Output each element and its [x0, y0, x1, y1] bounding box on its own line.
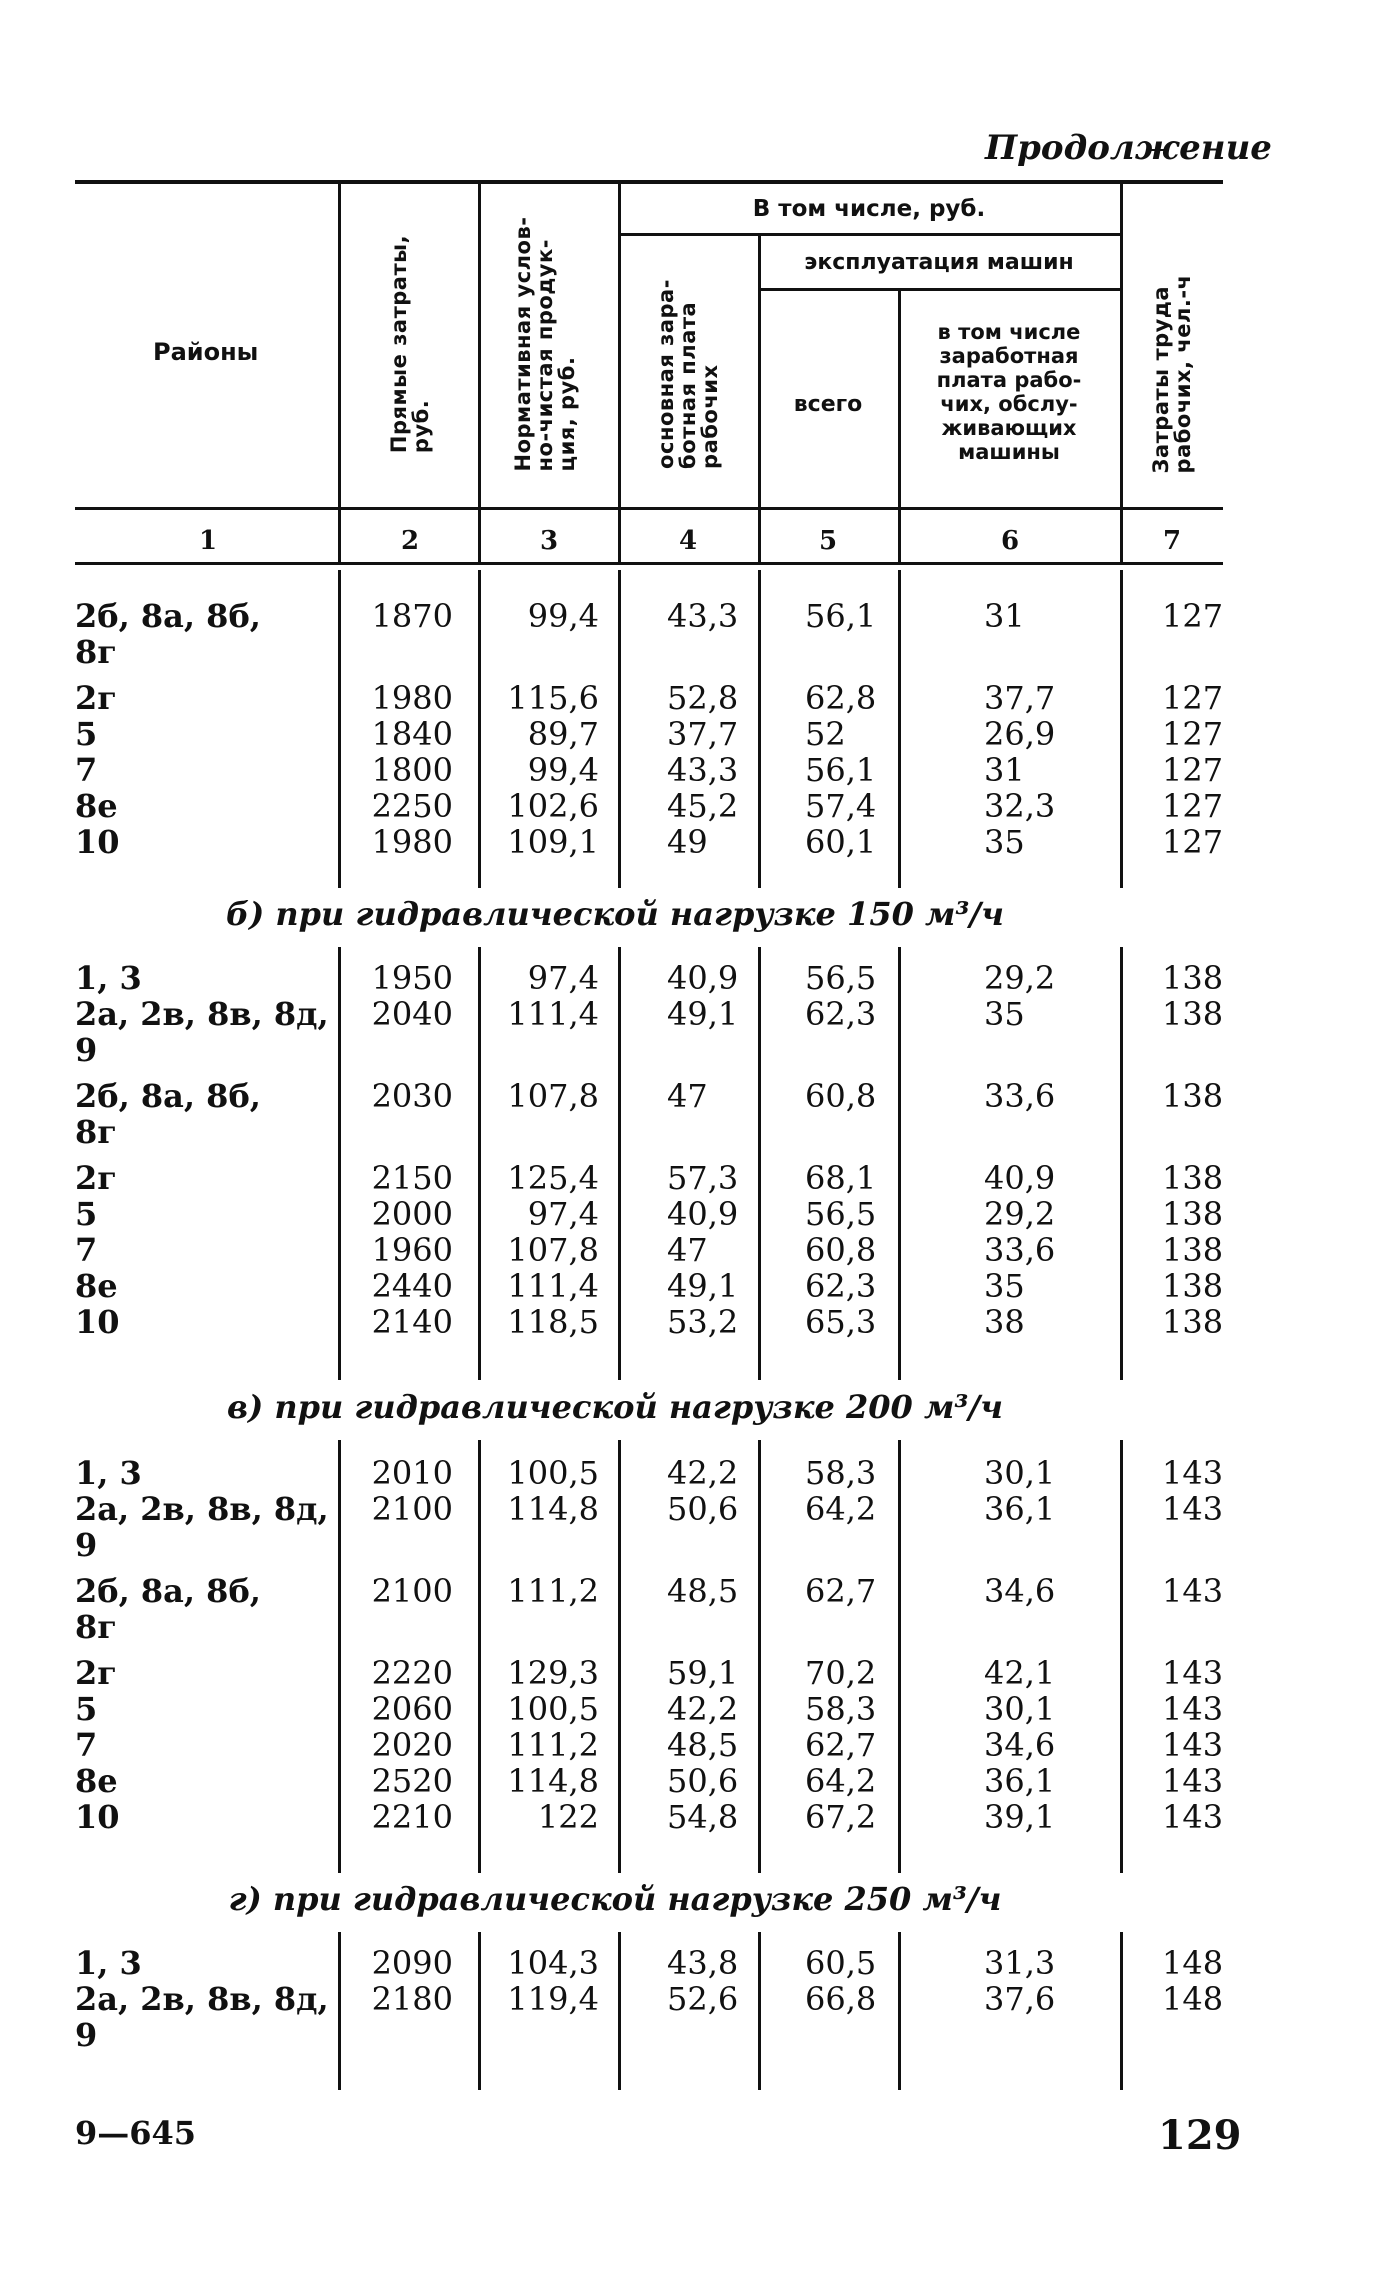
- table-cell: 89,7: [527, 715, 599, 753]
- body-column-rule: [338, 1932, 341, 2090]
- table-cell: 45,2: [667, 787, 739, 825]
- table-cell: 60,8: [805, 1231, 877, 1269]
- table-cell: 1980: [371, 679, 453, 717]
- region-label: 10: [75, 1303, 120, 1341]
- region-label: 1, 3: [75, 1454, 142, 1492]
- table-cell: 2250: [371, 787, 453, 825]
- machine-rule: [758, 288, 1120, 291]
- table-cell: 60,5: [805, 1944, 877, 1982]
- region-label: 8е: [75, 1267, 118, 1305]
- table-cell: 1960: [371, 1231, 453, 1269]
- table-cell: 2060: [371, 1690, 453, 1728]
- region-label: 10: [75, 1798, 120, 1836]
- table-cell: 42,2: [667, 1454, 739, 1492]
- table-cell: 114,8: [507, 1762, 599, 1800]
- table-cell: 57,4: [805, 787, 877, 825]
- table-cell: 1840: [371, 715, 453, 753]
- body-column-rule: [618, 1440, 621, 1873]
- body-column-rule: [338, 947, 341, 1380]
- body-column-rule: [898, 1932, 901, 2090]
- table-cell: 143: [1162, 1490, 1224, 1528]
- table-cell: 52,6: [667, 1980, 739, 2018]
- column-number-5: 5: [818, 526, 838, 556]
- section-title: г) при гидравлической нагрузке 250 м³/ч: [228, 1880, 1002, 1918]
- table-cell: 59,1: [667, 1654, 739, 1692]
- body-column-rule: [618, 947, 621, 1380]
- table-cell: 30,1: [984, 1454, 1056, 1492]
- table-cell: 102,6: [507, 787, 599, 825]
- table-cell: 36,1: [984, 1762, 1056, 1800]
- table-cell: 111,4: [507, 995, 599, 1033]
- body-column-rule: [1120, 947, 1123, 1380]
- body-column-rule: [618, 1932, 621, 2090]
- body-column-rule: [478, 1932, 481, 2090]
- table-cell: 56,1: [805, 597, 877, 635]
- table-cell: 62,7: [805, 1726, 877, 1764]
- region-label: 2а, 2в, 8в, 8д, 9: [75, 1980, 329, 2054]
- table-cell: 2040: [371, 995, 453, 1033]
- table-cell: 1800: [371, 751, 453, 789]
- region-label: 7: [75, 1726, 98, 1764]
- table-cell: 36,1: [984, 1490, 1056, 1528]
- section-title: б) при гидравлической нагрузке 150 м³/ч: [226, 895, 1004, 933]
- table-cell: 109,1: [507, 823, 599, 861]
- header-bottom-rule: [75, 507, 1223, 510]
- table-cell: 67,2: [805, 1798, 877, 1836]
- table-cell: 143: [1162, 1572, 1224, 1610]
- region-label: 2б, 8а, 8б, 8г: [75, 1572, 261, 1646]
- table-cell: 57,3: [667, 1159, 739, 1197]
- table-cell: 127: [1162, 751, 1224, 789]
- table-cell: 119,4: [507, 1980, 599, 2018]
- region-label: 1, 3: [75, 959, 142, 997]
- table-cell: 47: [667, 1231, 708, 1269]
- table-cell: 29,2: [984, 959, 1056, 997]
- table-cell: 35: [984, 995, 1025, 1033]
- region-label: 7: [75, 1231, 98, 1269]
- table-cell: 2100: [371, 1490, 453, 1528]
- table-cell: 40,9: [667, 959, 739, 997]
- column-number-3: 3: [539, 526, 559, 556]
- body-column-rule: [758, 570, 761, 888]
- table-cell: 2520: [371, 1762, 453, 1800]
- table-cell: 62,7: [805, 1572, 877, 1610]
- table-cell: 56,5: [805, 959, 877, 997]
- table-cell: 100,5: [507, 1454, 599, 1492]
- region-label: 2а, 2в, 8в, 8д, 9: [75, 1490, 329, 1564]
- table-cell: 143: [1162, 1690, 1224, 1728]
- table-cell: 1980: [371, 823, 453, 861]
- table-cell: 38: [984, 1303, 1025, 1341]
- table-cell: 40,9: [667, 1195, 739, 1233]
- table-cell: 138: [1162, 1267, 1224, 1305]
- table-cell: 37,6: [984, 1980, 1056, 2018]
- table-cell: 1870: [371, 597, 453, 635]
- table-cell: 42,1: [984, 1654, 1056, 1692]
- column-number-1: 1: [198, 526, 218, 556]
- table-cell: 100,5: [507, 1690, 599, 1728]
- body-column-rule: [338, 570, 341, 888]
- table-cell: 43,3: [667, 751, 739, 789]
- region-label: 2а, 2в, 8в, 8д, 9: [75, 995, 329, 1069]
- table-cell: 34,6: [984, 1726, 1056, 1764]
- table-cell: 54,8: [667, 1798, 739, 1836]
- header-column-rule: [338, 184, 341, 562]
- column-numbers-rule: [75, 562, 1223, 565]
- table-cell: 143: [1162, 1762, 1224, 1800]
- table-cell: 127: [1162, 715, 1224, 753]
- table-cell: 40,9: [984, 1159, 1056, 1197]
- table-cell: 50,6: [667, 1490, 739, 1528]
- table-cell: 37,7: [984, 679, 1056, 717]
- including-rule: [618, 233, 1120, 236]
- table-cell: 1950: [371, 959, 453, 997]
- table-cell: 49,1: [667, 1267, 739, 1305]
- table-cell: 2030: [371, 1077, 453, 1115]
- region-label: 5: [75, 1690, 98, 1728]
- table-cell: 58,3: [805, 1690, 877, 1728]
- table-cell: 111,4: [507, 1267, 599, 1305]
- body-column-rule: [898, 947, 901, 1380]
- table-cell: 56,1: [805, 751, 877, 789]
- table-cell: 104,3: [507, 1944, 599, 1982]
- header-column-rule: [478, 184, 481, 562]
- table-cell: 138: [1162, 1195, 1224, 1233]
- table-cell: 33,6: [984, 1077, 1056, 1115]
- table-cell: 62,3: [805, 1267, 877, 1305]
- table-cell: 35: [984, 1267, 1025, 1305]
- table-cell: 138: [1162, 959, 1224, 997]
- table-cell: 60,8: [805, 1077, 877, 1115]
- table-cell: 138: [1162, 995, 1224, 1033]
- region-label: 8е: [75, 1762, 118, 1800]
- table-cell: 42,2: [667, 1690, 739, 1728]
- table-cell: 2140: [371, 1303, 453, 1341]
- column-number-4: 4: [678, 526, 698, 556]
- table-cell: 52: [805, 715, 846, 753]
- table-cell: 26,9: [984, 715, 1056, 753]
- column-number-6: 6: [1000, 526, 1020, 556]
- body-column-rule: [1120, 1932, 1123, 2090]
- body-column-rule: [758, 1932, 761, 2090]
- table-cell: 43,3: [667, 597, 739, 635]
- table-cell: 33,6: [984, 1231, 1056, 1269]
- table-cell: 118,5: [507, 1303, 599, 1341]
- body-column-rule: [758, 1440, 761, 1873]
- table-cell: 107,8: [507, 1231, 599, 1269]
- table-cell: 50,6: [667, 1762, 739, 1800]
- body-column-rule: [898, 570, 901, 888]
- table-cell: 148: [1162, 1944, 1224, 1982]
- table-cell: 68,1: [805, 1159, 877, 1197]
- column-number-2: 2: [400, 526, 420, 556]
- header-machine-total: всего: [793, 392, 863, 417]
- table-top-rule: [75, 180, 1223, 184]
- signature-mark: 9—645: [75, 2114, 197, 2152]
- header-including: В том числе, руб.: [752, 196, 986, 222]
- table-cell: 31: [984, 597, 1025, 635]
- table-cell: 39,1: [984, 1798, 1056, 1836]
- table-cell: 99,4: [527, 597, 599, 635]
- table-cell: 43,8: [667, 1944, 739, 1982]
- table-cell: 2150: [371, 1159, 453, 1197]
- header-base-wages: основная зара- ботная плата рабочих: [653, 279, 723, 469]
- table-cell: 143: [1162, 1798, 1224, 1836]
- table-cell: 2020: [371, 1726, 453, 1764]
- table-cell: 97,4: [527, 1195, 599, 1233]
- region-label: 10: [75, 823, 120, 861]
- table-cell: 127: [1162, 787, 1224, 825]
- table-cell: 32,3: [984, 787, 1056, 825]
- section-title: в) при гидравлической нагрузке 200 м³/ч: [227, 1388, 1003, 1426]
- header-net-output: Нормативная услов- но-чистая продук- ция, руб.: [510, 216, 580, 472]
- table-cell: 138: [1162, 1303, 1224, 1341]
- table-cell: 129,3: [507, 1654, 599, 1692]
- table-cell: 111,2: [507, 1572, 599, 1610]
- table-cell: 29,2: [984, 1195, 1056, 1233]
- table-cell: 37,7: [667, 715, 739, 753]
- table-cell: 97,4: [527, 959, 599, 997]
- table-cell: 2100: [371, 1572, 453, 1610]
- table-cell: 107,8: [507, 1077, 599, 1115]
- table-cell: 53,2: [667, 1303, 739, 1341]
- table-cell: 2440: [371, 1267, 453, 1305]
- table-cell: 62,8: [805, 679, 877, 717]
- table-cell: 143: [1162, 1454, 1224, 1492]
- table-cell: 2220: [371, 1654, 453, 1692]
- table-cell: 148: [1162, 1980, 1224, 2018]
- table-cell: 2000: [371, 1195, 453, 1233]
- table-cell: 114,8: [507, 1490, 599, 1528]
- table-cell: 125,4: [507, 1159, 599, 1197]
- region-label: 2г: [75, 679, 117, 717]
- table-cell: 31: [984, 751, 1025, 789]
- region-label: 2б, 8а, 8б, 8г: [75, 597, 261, 671]
- table-cell: 64,2: [805, 1490, 877, 1528]
- region-label: 2г: [75, 1159, 117, 1197]
- body-column-rule: [338, 1440, 341, 1873]
- body-column-rule: [1120, 1440, 1123, 1873]
- table-cell: 2090: [371, 1944, 453, 1982]
- header-regions: Районы: [153, 338, 259, 366]
- header-column-rule: [618, 184, 621, 562]
- table-cell: 2010: [371, 1454, 453, 1492]
- table-cell: 58,3: [805, 1454, 877, 1492]
- table-cell: 138: [1162, 1231, 1224, 1269]
- table-cell: 127: [1162, 597, 1224, 635]
- region-label: 5: [75, 1195, 98, 1233]
- body-column-rule: [478, 947, 481, 1380]
- table-cell: 49,1: [667, 995, 739, 1033]
- table-cell: 48,5: [667, 1726, 739, 1764]
- table-cell: 52,8: [667, 679, 739, 717]
- region-label: 1, 3: [75, 1944, 142, 1982]
- table-cell: 2210: [371, 1798, 453, 1836]
- table-cell: 35: [984, 823, 1025, 861]
- table-cell: 34,6: [984, 1572, 1056, 1610]
- table-cell: 62,3: [805, 995, 877, 1033]
- table-cell: 65,3: [805, 1303, 877, 1341]
- region-label: 8е: [75, 787, 118, 825]
- table-cell: 115,6: [507, 679, 599, 717]
- table-cell: 143: [1162, 1654, 1224, 1692]
- table-cell: 127: [1162, 679, 1224, 717]
- table-cell: 70,2: [805, 1654, 877, 1692]
- header-machine-wages: в том числе заработная плата рабо- чих, обслу- живающих машины: [936, 320, 1082, 464]
- table-cell: 111,2: [507, 1726, 599, 1764]
- body-column-rule: [1120, 570, 1123, 888]
- region-label: 5: [75, 715, 98, 753]
- table-cell: 31,3: [984, 1944, 1056, 1982]
- header-labor: Затраты труда рабочих, чел.-ч: [1148, 274, 1195, 474]
- header-column-rule: [1120, 184, 1123, 562]
- body-column-rule: [478, 1440, 481, 1873]
- table-cell: 60,1: [805, 823, 877, 861]
- table-cell: 138: [1162, 1159, 1224, 1197]
- continuation-label: Продолжение: [985, 128, 1272, 168]
- body-column-rule: [618, 570, 621, 888]
- region-label: 7: [75, 751, 98, 789]
- table-cell: 48,5: [667, 1572, 739, 1610]
- header-direct-costs: Прямые затраты, руб.: [386, 234, 433, 454]
- table-cell: 47: [667, 1077, 708, 1115]
- table-cell: 138: [1162, 1077, 1224, 1115]
- table-cell: 127: [1162, 823, 1224, 861]
- table-cell: 49: [667, 823, 708, 861]
- body-column-rule: [758, 947, 761, 1380]
- table-cell: 99,4: [527, 751, 599, 789]
- header-machine-operation: эксплуатация машин: [804, 250, 1074, 275]
- table-cell: 2180: [371, 1980, 453, 2018]
- table-cell: 64,2: [805, 1762, 877, 1800]
- table-cell: 56,5: [805, 1195, 877, 1233]
- table-cell: 143: [1162, 1726, 1224, 1764]
- table-cell: 30,1: [984, 1690, 1056, 1728]
- table-cell: 66,8: [805, 1980, 877, 2018]
- region-label: 2г: [75, 1654, 117, 1692]
- column-number-7: 7: [1162, 526, 1182, 556]
- region-label: 2б, 8а, 8б, 8г: [75, 1077, 261, 1151]
- body-column-rule: [898, 1440, 901, 1873]
- body-column-rule: [478, 570, 481, 888]
- page-number: 129: [1158, 2112, 1242, 2159]
- table-cell: 122: [537, 1798, 599, 1836]
